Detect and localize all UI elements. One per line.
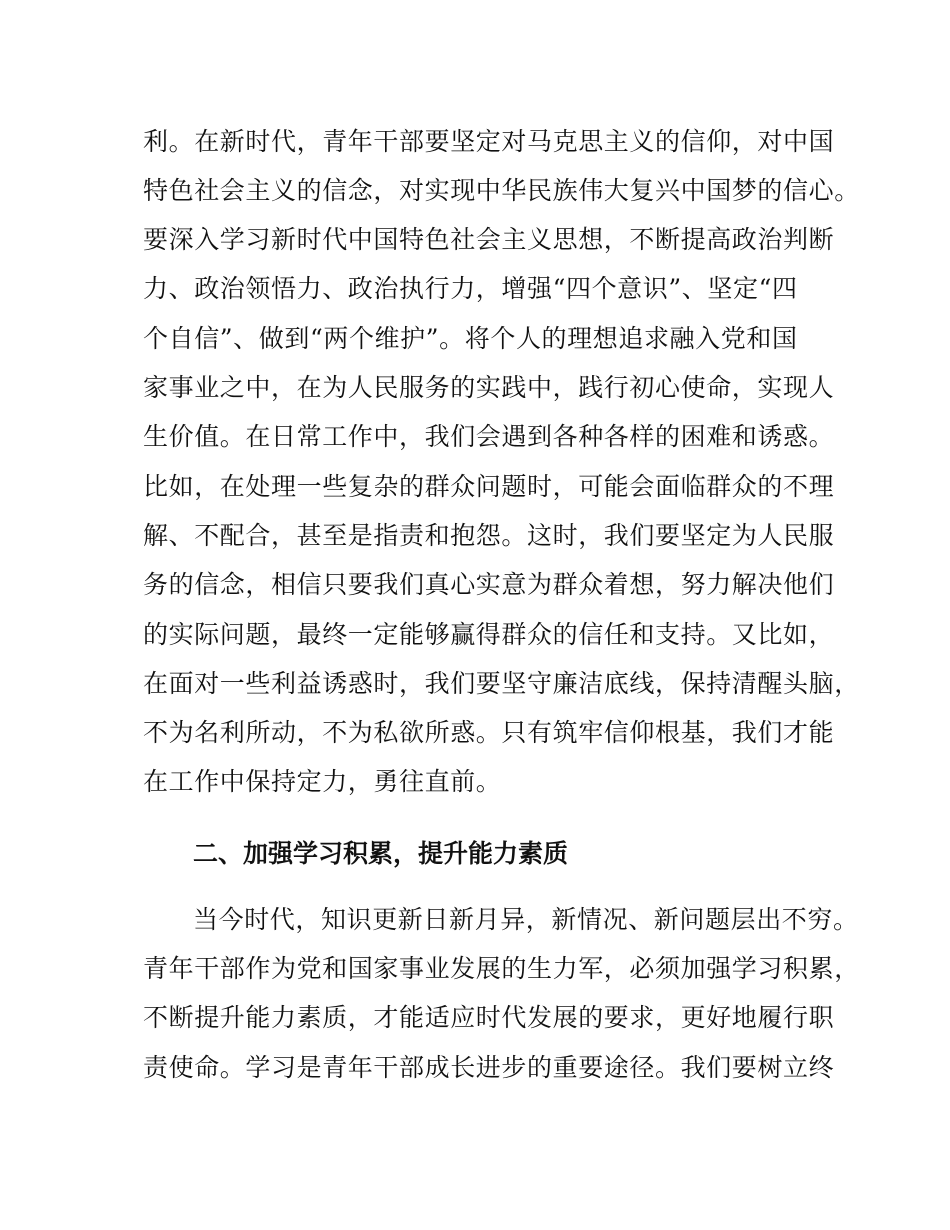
paragraph-line: 力、政治领悟力、政治执行力，增强“四个意识”、坚定“四 (143, 274, 798, 303)
paragraph-line: 务的信念，相信只要我们真心实意为群众着想，努力解决他们 (143, 570, 835, 599)
paragraph-line: 利。在新时代，青年干部要坚定对马克思主义的信仰，对中国 (143, 127, 835, 156)
paragraph-line: 在工作中保持定力，勇往直前。 (143, 767, 502, 796)
section-heading: 二、加强学习积累，提升能力素质 (193, 839, 569, 868)
paragraph-line: 比如，在处理一些复杂的群众问题时，可能会面临群众的不理 (143, 472, 835, 501)
paragraph-line: 青年干部作为党和国家事业发展的生力军，必须加强学习积累， (143, 954, 860, 983)
paragraph-line: 的实际问题，最终一定能够赢得群众的信任和支持。又比如， (143, 620, 835, 649)
paragraph-line: 解、不配合，甚至是指责和抱怨。这时，我们要坚定为人民服 (143, 521, 835, 550)
paragraph-line: 责使命。学习是青年干部成长进步的重要途径。我们要树立终 (143, 1053, 835, 1082)
paragraph-line: 家事业之中，在为人民服务的实践中，践行初心使命，实现人 (143, 373, 835, 402)
paragraph-line: 在面对一些利益诱惑时，我们要坚守廉洁底线，保持清醒头脑， (143, 669, 860, 698)
paragraph-line: 个自信”、做到“两个维护”。将个人的理想追求融入党和国 (143, 324, 798, 353)
paragraph-line: 当今时代，知识更新日新月异，新情况、新问题层出不穷。 (193, 905, 859, 934)
paragraph-line: 不断提升能力素质，才能适应时代发展的要求，更好地履行职 (143, 1003, 835, 1032)
paragraph-line: 特色社会主义的信念，对实现中华民族伟大复兴中国梦的信心。 (143, 176, 860, 205)
paragraph-line: 要深入学习新时代中国特色社会主义思想，不断提高政治判断 (143, 225, 835, 254)
paragraph-line: 生价值。在日常工作中，我们会遇到各种各样的困难和诱惑。 (143, 422, 835, 451)
paragraph-line: 不为名利所动，不为私欲所惑。只有筑牢信仰根基，我们才能 (143, 718, 835, 747)
